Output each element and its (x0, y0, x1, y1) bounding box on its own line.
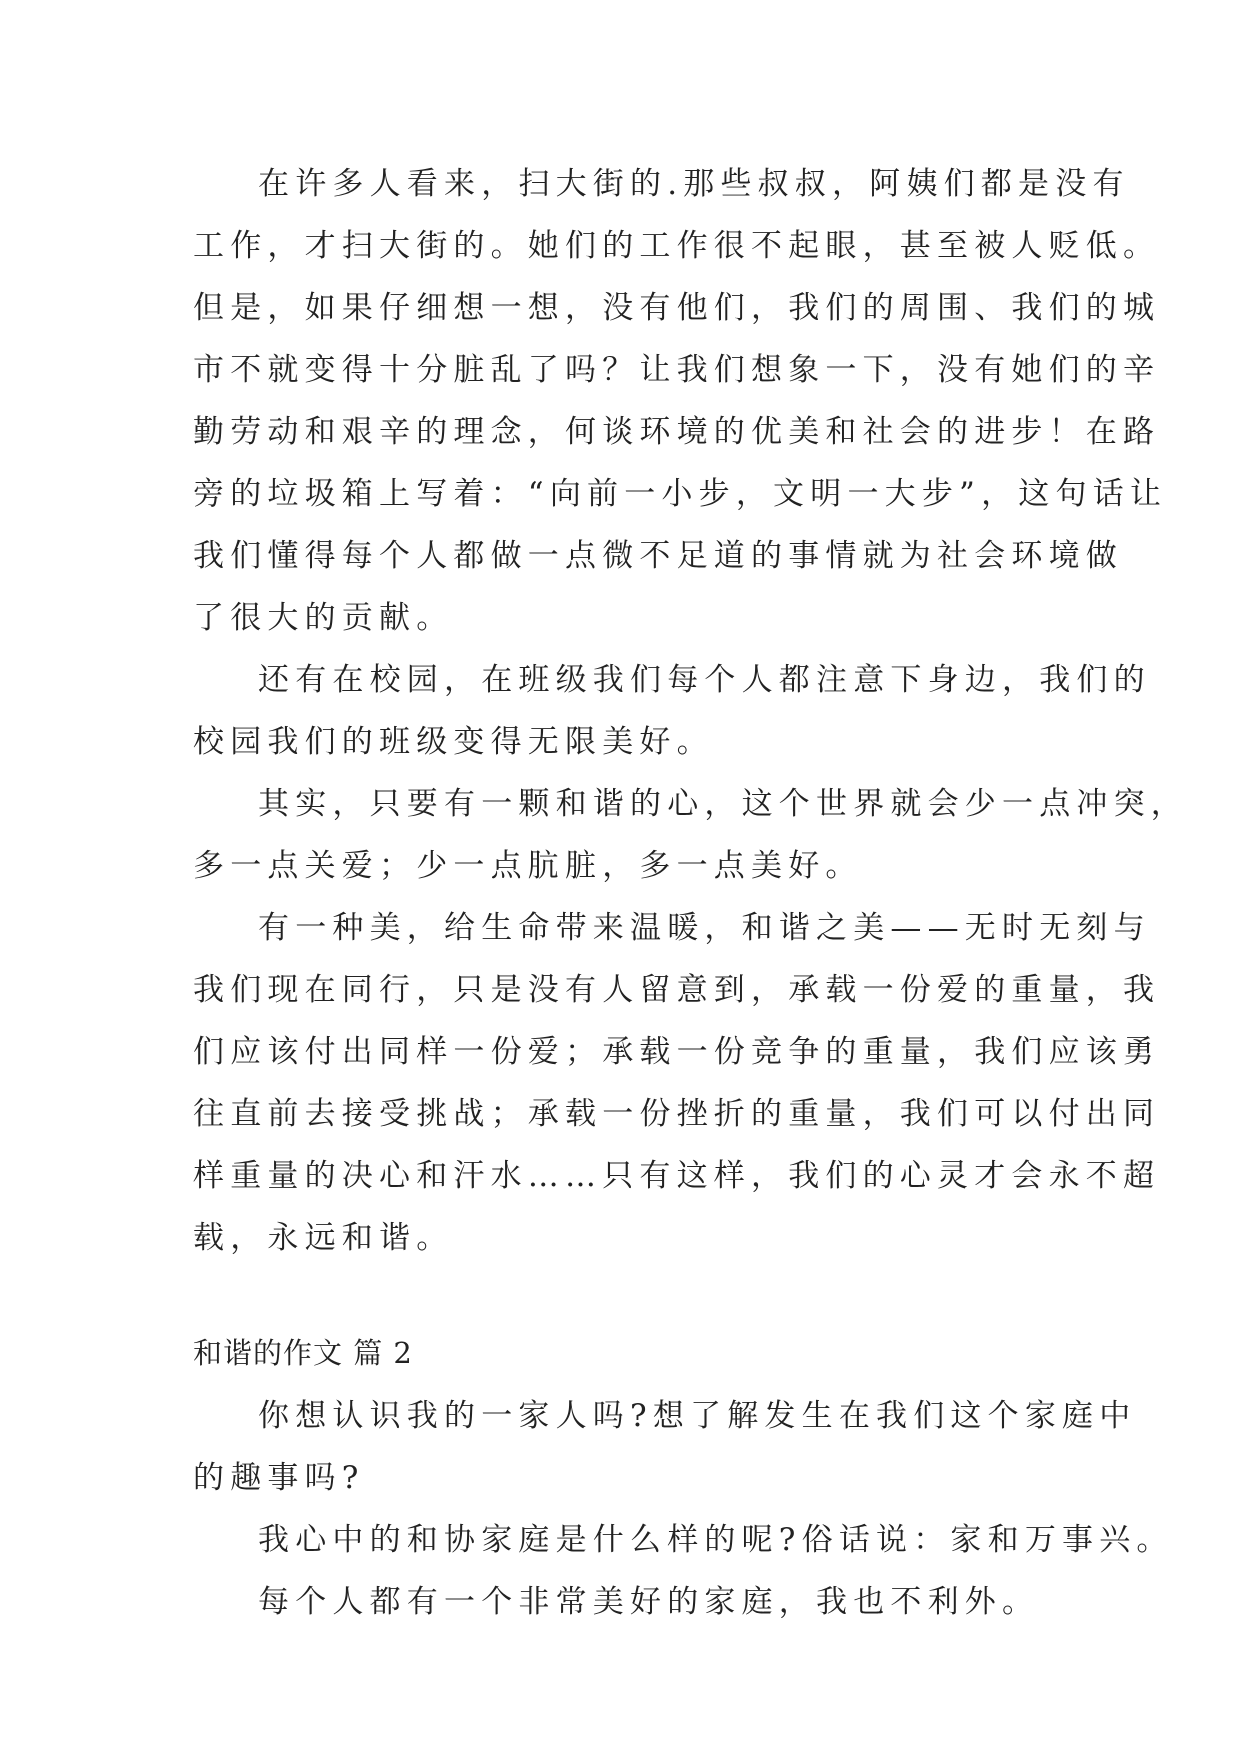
paragraph-line: 有一种美，给生命带来温暖，和谐之美——无时无刻与 (258, 910, 1151, 946)
paragraph-line: 每个人都有一个非常美好的家庭，我也不利外。 (258, 1584, 1040, 1620)
paragraph-line: 载，永远和谐。 (193, 1220, 454, 1256)
paragraph-line: 但是，如果仔细想一想，没有他们，我们的周围、我们的城 (193, 290, 1161, 326)
paragraph-line: 市不就变得十分脏乱了吗？让我们想象一下，没有她们的辛 (193, 352, 1161, 388)
paragraph-line: 了很大的贡献。 (193, 600, 454, 636)
paragraph-line: 校园我们的班级变得无限美好。 (193, 724, 714, 760)
paragraph-line: 旁的垃圾箱上写着：“向前一小步，文明一大步”，这句话让 (193, 476, 1168, 512)
paragraph-line: 你想认识我的一家人吗?想了解发生在我们这个家庭中 (258, 1398, 1137, 1434)
paragraph-line: 的趣事吗? (193, 1460, 365, 1496)
paragraph-line: 多一点关爱；少一点肮脏，多一点美好。 (193, 848, 863, 884)
paragraph-line: 们应该付出同样一份爱；承载一份竞争的重量，我们应该勇 (193, 1034, 1161, 1070)
paragraph-line: 在许多人看来，扫大街的.那些叔叔，阿姨们都是没有 (258, 166, 1130, 202)
paragraph-line: 其实，只要有一颗和谐的心，这个世界就会少一点冲突， (258, 786, 1188, 822)
paragraph-line: 工作，才扫大街的。她们的工作很不起眼，甚至被人贬低。 (193, 228, 1161, 264)
paragraph-line: 我们懂得每个人都做一点微不足道的事情就为社会环境做 (193, 538, 1123, 574)
section-heading: 和谐的作文 篇 2 (193, 1336, 413, 1370)
paragraph-line: 我们现在同行，只是没有人留意到，承载一份爱的重量，我 (193, 972, 1161, 1008)
paragraph-line: 勤劳动和艰辛的理念，何谈环境的优美和社会的进步！在路 (193, 414, 1161, 450)
paragraph-line: 往直前去接受挑战；承载一份挫折的重量，我们可以付出同 (193, 1096, 1161, 1132)
paragraph-line: 我心中的和协家庭是什么样的呢?俗话说：家和万事兴。 (258, 1522, 1174, 1558)
paragraph-line: 还有在校园，在班级我们每个人都注意下身边，我们的 (258, 662, 1151, 698)
paragraph-line: 样重量的决心和汗水……只有这样，我们的心灵才会永不超 (193, 1158, 1161, 1194)
